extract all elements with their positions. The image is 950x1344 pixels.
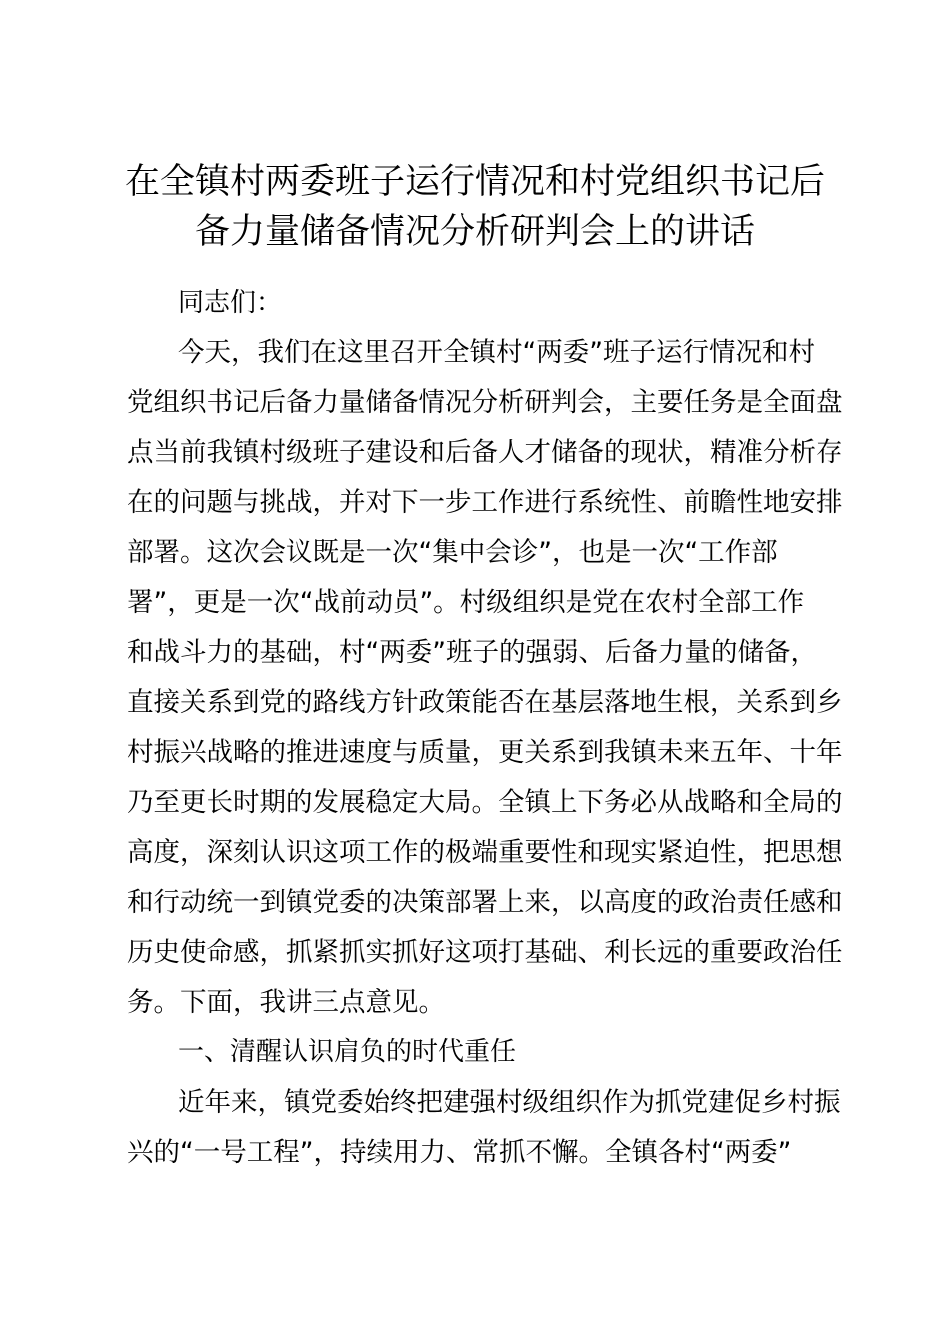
paragraph-line: 在的问题与挑战，并对下一步工作进行系统性、前瞻性地安排: [127, 487, 843, 518]
paragraph-line: 务。下面，我讲三点意见。: [127, 987, 445, 1018]
paragraph-line: 兴的“一号工程”，持续用力、常抓不懈。全镇各村“两委”: [127, 1137, 792, 1168]
paragraph-line: 和战斗力的基础，村“两委”班子的强弱、后备力量的储备，: [127, 637, 817, 668]
paragraph-line: 党组织书记后备力量储备情况分析研判会，主要任务是全面盘: [127, 387, 843, 418]
paragraph-line: 近年来，镇党委始终把建强村级组织作为抓党建促乡村振: [178, 1087, 841, 1118]
paragraph-line: 和行动统一到镇党委的决策部署上来，以高度的政治责任感和: [127, 887, 843, 918]
paragraph-line: 乃至更长时期的发展稳定大局。全镇上下务必从战略和全局的: [127, 787, 843, 818]
document-title-line-2: 备力量储备情况分析研判会上的讲话: [194, 212, 755, 252]
paragraph-line: 部署。这次会议既是一次“集中会诊”，也是一次“工作部: [127, 537, 778, 568]
paragraph-line: 高度，深刻认识这项工作的极端重要性和现实紧迫性，把思想: [127, 837, 843, 868]
paragraph-line: 今天，我们在这里召开全镇村“两委”班子运行情况和村: [178, 337, 815, 368]
paragraph-line: 署”，更是一次“战前动员”。村级组织是党在农村全部工作: [127, 587, 805, 618]
paragraph-line: 村振兴战略的推进速度与质量，更关系到我镇未来五年、十年: [127, 737, 843, 768]
paragraph-line: 直接关系到党的路线方针政策能否在基层落地生根，关系到乡: [127, 687, 843, 718]
salutation: 同志们：: [178, 288, 283, 318]
paragraph-line: 点当前我镇村级班子建设和后备人才储备的现状，精准分析存: [127, 437, 843, 468]
document-title-line-1: 在全镇村两委班子运行情况和村党组织书记后: [124, 162, 825, 202]
paragraph-line: 历史使命感，抓紧抓实抓好这项打基础、利长远的重要政治任: [127, 937, 843, 968]
section-heading: 一、清醒认识肩负的时代重任: [178, 1037, 517, 1067]
